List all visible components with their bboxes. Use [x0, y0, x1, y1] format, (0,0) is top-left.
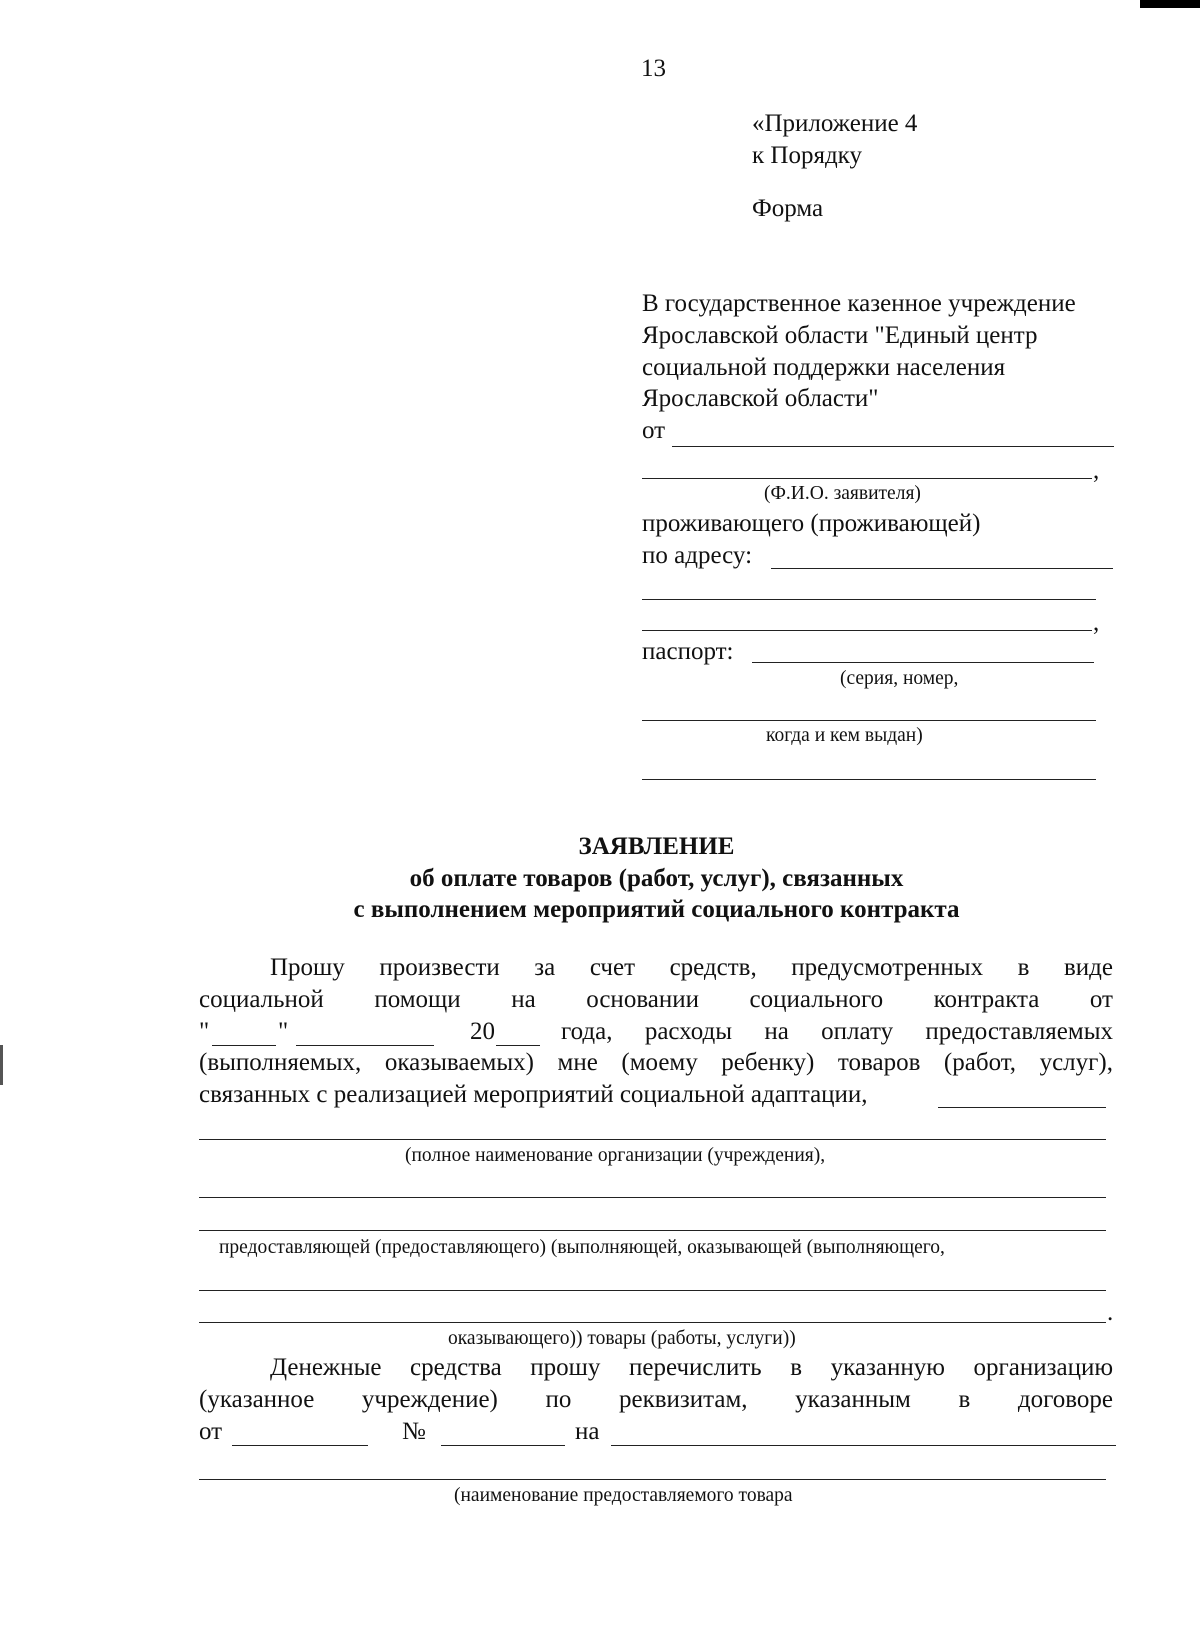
org-fill-line-4: [199, 1230, 1106, 1231]
date-year-prefix: 20: [470, 1018, 495, 1045]
contract-subject-line-1: [611, 1445, 1116, 1446]
page-number: 13: [641, 55, 666, 82]
addressee-line-2: Ярославской области "Единый центр: [642, 322, 1038, 349]
org-fill-line-2: [199, 1139, 1106, 1140]
p2-line-1: Денежные средства прошу перечислить в указанную организацию: [270, 1354, 1113, 1381]
contract-date-line: [232, 1445, 368, 1446]
date-month-line: [296, 1045, 434, 1046]
address-fill-line-2: [642, 599, 1096, 600]
scan-corner-mark: [1140, 0, 1200, 8]
appendix-title: «Приложение 4: [752, 110, 918, 137]
p1-line-3-rest: года, расходы на оплату предоставляемых: [561, 1018, 1113, 1045]
address-comma: ,: [1093, 609, 1100, 636]
appendix-order: к Порядку: [752, 142, 862, 169]
contract-on-label: на: [575, 1418, 600, 1445]
org-caption: (полное наименование организации (учреждения),: [405, 1145, 826, 1166]
document-subtitle-1: об оплате товаров (работ, услуг), связанных: [409, 865, 904, 892]
passport-fill-line-1: [752, 662, 1094, 663]
document-title: ЗАЯВЛЕНИЕ: [578, 833, 735, 860]
p1-line-5: связанных с реализацией мероприятий социальной адаптации,: [199, 1081, 868, 1108]
address-fill-line-1: [771, 568, 1113, 569]
providing-caption: предоставляющей (предоставляющего) (выполняющей, оказывающей (выполняющего,: [219, 1237, 945, 1258]
contract-from-label: от: [199, 1418, 223, 1445]
fill-period: .: [1107, 1299, 1114, 1326]
p1-line-2: социальной помощи на основании социального контракта от: [199, 986, 1113, 1013]
p1-line-4: (выполняемых, оказываемых) мне (моему ребенку) товаров (работ, услуг),: [199, 1049, 1113, 1076]
date-day-line: [212, 1045, 276, 1046]
passport-caption-2: когда и кем выдан): [766, 725, 923, 746]
p1-line-1: Прошу произвести за счет средств, предусмотренных в виде: [270, 954, 1113, 981]
addressee-line-4: Ярославской области": [642, 385, 879, 412]
contract-number-label: №: [402, 1418, 426, 1445]
scan-margin-mark: [0, 1045, 3, 1085]
org-fill-line-3: [199, 1197, 1106, 1198]
contract-subject-line-2: [199, 1479, 1106, 1480]
passport-label: паспорт:: [642, 638, 734, 665]
date-year-line: [496, 1045, 540, 1046]
org-fill-line-6: [199, 1322, 1106, 1323]
form-label: Форма: [752, 195, 824, 222]
passport-fill-line-3: [642, 779, 1096, 780]
from-label: от: [642, 417, 666, 444]
address-fill-line-3: [642, 630, 1092, 631]
org-fill-line-1: [938, 1107, 1106, 1108]
fio-fill-line: [642, 478, 1092, 479]
passport-fill-line-2: [642, 720, 1096, 721]
residing-label: проживающего (проживающей): [642, 510, 981, 537]
date-quote-close: ": [278, 1018, 289, 1045]
document-subtitle-2: с выполнением мероприятий социального контракта: [353, 896, 960, 923]
p2-line-2: (указанное учреждение) по реквизитам, указанным в договоре: [199, 1386, 1113, 1413]
goods-name-caption: (наименование предоставляемого товара: [454, 1485, 793, 1506]
addressee-line-3: социальной поддержки населения: [642, 354, 1006, 381]
addressee-line-1: В государственное казенное учреждение: [642, 290, 1076, 317]
from-fill-line: [672, 446, 1114, 447]
address-label: по адресу:: [642, 542, 753, 569]
contract-number-line: [441, 1445, 565, 1446]
date-quote-open: ": [199, 1018, 210, 1045]
goods-caption: оказывающего)) товары (работы, услуги)): [448, 1328, 796, 1349]
fio-comma: ,: [1093, 457, 1100, 484]
passport-caption-1: (серия, номер,: [840, 668, 959, 689]
org-fill-line-5: [199, 1290, 1106, 1291]
fio-caption: (Ф.И.О. заявителя): [764, 483, 921, 504]
